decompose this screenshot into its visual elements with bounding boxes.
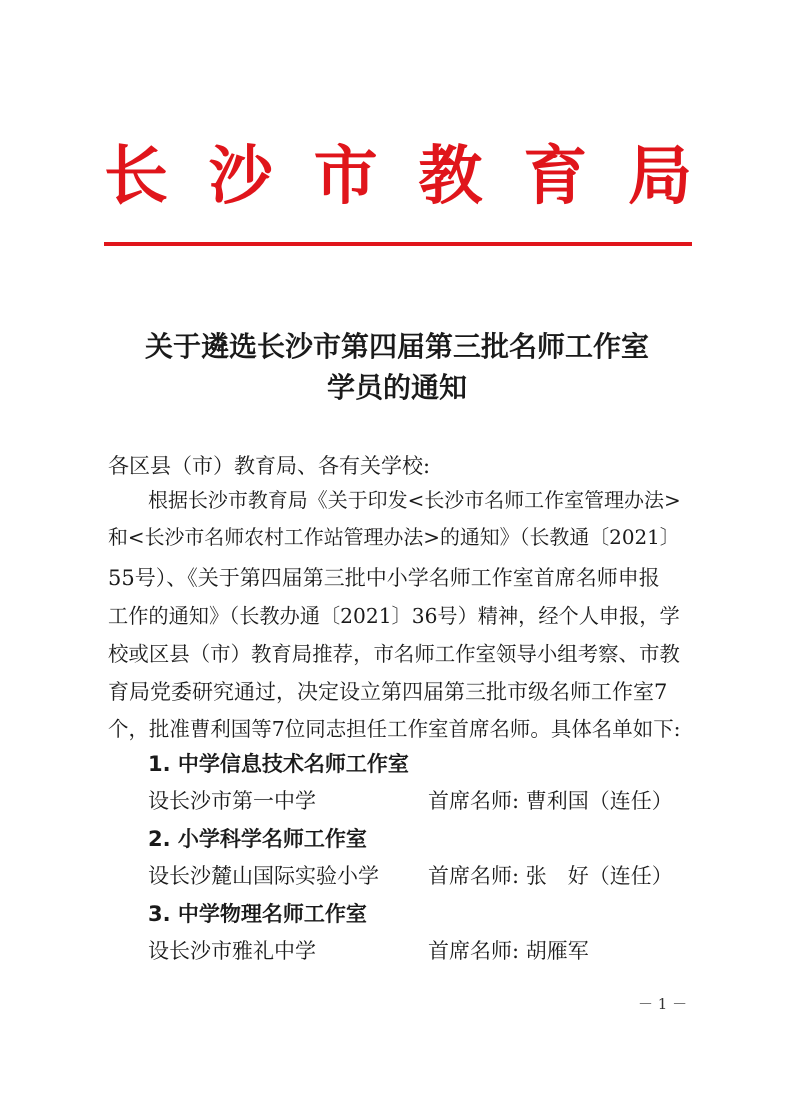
body-line: 工作的通知》（长教办通〔2021〕36号）精神，经个人申报，学	[108, 604, 680, 628]
agency-char: 局	[627, 140, 692, 214]
studio-heading: 2. 小学科学名师工作室	[148, 827, 367, 851]
studio-leader: 首席名师: 曹利国（连任）	[428, 789, 673, 813]
page-number: － 1 －	[638, 995, 688, 1013]
document-title-line1: 关于遴选长沙市第四届第三批名师工作室	[144, 330, 649, 363]
agency-char: 长	[104, 140, 168, 214]
agency-char: 教	[418, 140, 483, 214]
agency-header	[104, 132, 692, 222]
agency-char: 沙	[208, 140, 273, 214]
agency-char: 育	[523, 140, 588, 214]
studio-school: 设长沙市第一中学	[148, 789, 316, 813]
studio-leader: 首席名师: 胡雁军	[428, 939, 589, 963]
body-line: 校或区县（市）教育局推荐，市名师工作室领导小组考察、市教	[108, 642, 680, 666]
body-line: 个，批准曹利国等7位同志担任工作室首席名师。具体名单如下:	[108, 717, 681, 741]
agency-char: 市	[313, 140, 378, 214]
body-text: 根据长沙市教育局《关于印发<长沙市名师工作室管理办法>	[148, 488, 681, 512]
studio-school: 设长沙市雅礼中学	[148, 939, 316, 963]
studio-row	[148, 939, 589, 963]
studio-heading: 3. 中学物理名师工作室	[148, 902, 367, 926]
body-line: 55号）、《关于第四届第三批中小学名师工作室首席名师申报	[108, 566, 660, 590]
document-title-line2: 学员的通知	[326, 371, 467, 404]
studio-row	[148, 864, 673, 888]
studio-school: 设长沙麓山国际实验小学	[148, 864, 379, 888]
body-line	[148, 488, 686, 512]
studio-heading: 1. 中学信息技术名师工作室	[148, 752, 409, 776]
studio-row	[148, 789, 673, 813]
body-line: 育局党委研究通过，决定设立第四届第三批市级名师工作室7	[108, 680, 668, 704]
salutation: 各区县（市）教育局、各有关学校:	[108, 454, 431, 478]
body-line: 和<长沙市名师农村工作站管理办法>的通知》（长教通〔2021〕	[108, 526, 680, 549]
studio-leader: 首席名师: 张 好（连任）	[428, 864, 673, 888]
header-divider	[104, 242, 692, 246]
